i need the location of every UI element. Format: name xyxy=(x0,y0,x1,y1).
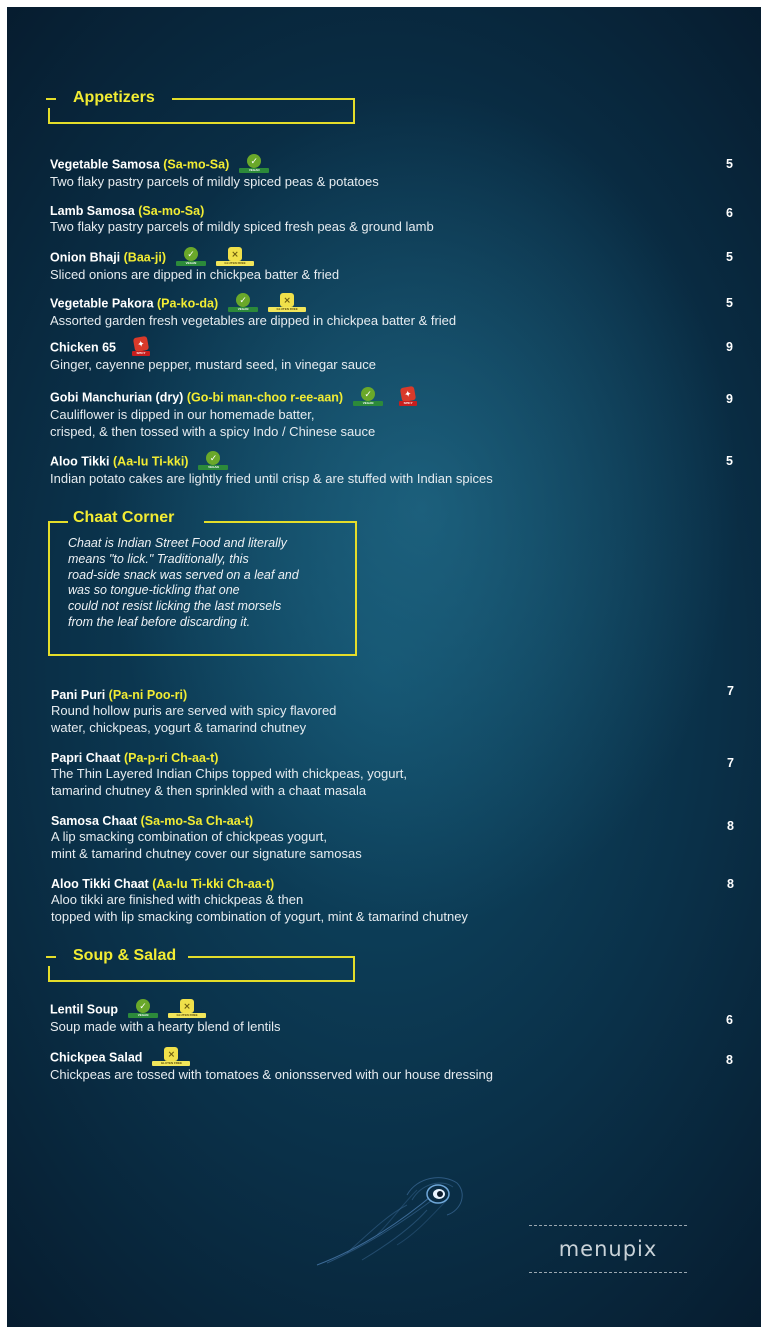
menu-item-gobi-manchurian xyxy=(50,390,750,440)
wheat-crossed-icon: ⨯ xyxy=(180,999,194,1013)
menu-item-chicken-65 xyxy=(50,340,750,373)
item-price: 5 xyxy=(726,296,733,310)
item-phonetic: (Pa-p-ri Ch-aa-t) xyxy=(123,751,219,765)
intro-line: means "to lick." Traditionally, this xyxy=(68,551,249,566)
gluten-free-badge xyxy=(168,1002,206,1018)
soup-salad-title: Soup & Salad xyxy=(73,947,177,964)
badge-label: VEGAN xyxy=(228,307,258,312)
item-price: 5 xyxy=(726,157,733,171)
menu-item-vegetable-samosa xyxy=(50,157,750,190)
vegan-badge xyxy=(128,1002,158,1018)
item-phonetic: (Pa-ni Poo-ri) xyxy=(108,688,188,702)
badge-label: VEGAN xyxy=(198,465,228,470)
badge-label: VEGAN xyxy=(176,261,206,266)
item-description: Ginger, cayenne pepper, mustard seed, in vinegar sauce xyxy=(50,357,376,372)
item-name: Onion Bhaji xyxy=(50,250,121,265)
item-price: 9 xyxy=(726,340,733,354)
chili-icon: ✦ xyxy=(400,386,416,402)
item-description: Two flaky pastry parcels of mildly spiced peas & potatoes xyxy=(50,174,379,189)
gluten-free-badge xyxy=(152,1050,190,1066)
item-description: Sliced onions are dipped in chickpea batter & fried xyxy=(50,267,340,282)
intro-line: Chaat is Indian Street Food and literally xyxy=(68,536,287,550)
item-phonetic: (Aa-lu Ti-kki Ch-aa-t) xyxy=(152,877,275,891)
badge-label: SPICY xyxy=(132,351,150,356)
item-phonetic: (Sa-mo-Sa) xyxy=(138,204,205,218)
item-phonetic: (Pa-ko-da) xyxy=(157,296,219,311)
menu-item-onion-bhaji xyxy=(50,250,750,283)
item-name: Vegetable Samosa xyxy=(50,157,160,172)
peacock-feather-icon xyxy=(307,1165,477,1275)
leaf-icon: ✓ xyxy=(361,387,375,401)
item-name: Gobi Manchurian (dry) xyxy=(50,390,184,405)
badge-label: VEGAN xyxy=(239,168,269,173)
item-name: Aloo Tikki xyxy=(50,454,110,469)
item-name: Pani Puri xyxy=(51,688,106,702)
item-description: Chickpeas are tossed with tomatoes & onionsserved with our house dressing xyxy=(50,1067,493,1082)
item-price: 7 xyxy=(727,684,734,698)
appetizers-header xyxy=(48,89,355,124)
soup-salad-header xyxy=(48,947,355,982)
badge-label: VEGAN xyxy=(128,1013,158,1018)
item-description: mint & tamarind chutney cover our signature samosas xyxy=(51,846,362,861)
menu-item-lamb-samosa xyxy=(50,204,750,235)
vegan-badge xyxy=(239,157,269,173)
gluten-free-badge xyxy=(268,296,306,312)
item-name: Samosa Chaat xyxy=(51,814,138,828)
item-description: water, chickpeas, yogurt & tamarind chutney xyxy=(51,720,307,735)
gluten-free-badge xyxy=(216,250,254,266)
item-price: 9 xyxy=(726,392,733,406)
item-phonetic: (Sa-mo-Sa) xyxy=(163,157,230,172)
menu-item-aloo-tikki xyxy=(50,454,750,487)
item-description: Round hollow puris are served with spicy flavored xyxy=(51,703,337,718)
item-description: topped with lip smacking combination of yogurt, mint & tamarind chutney xyxy=(51,909,468,924)
spicy-badge xyxy=(393,390,423,406)
badge-label: GLUTEN FREE xyxy=(216,261,254,266)
menu-item-aloo-tikki-chaat xyxy=(51,877,751,925)
vegan-badge xyxy=(353,390,383,406)
badge-label: GLUTEN FREE xyxy=(152,1061,190,1066)
chaat-corner-title: Chaat Corner xyxy=(73,509,175,526)
badge-label: GLUTEN FREE xyxy=(268,307,306,312)
item-name: Aloo Tikki Chaat xyxy=(51,877,149,891)
leaf-icon: ✓ xyxy=(236,293,250,307)
menu-item-vegetable-pakora xyxy=(50,296,750,329)
appetizers-title: Appetizers xyxy=(73,89,155,106)
intro-line: could not resist licking the last morsels xyxy=(68,599,282,614)
item-price: 5 xyxy=(726,250,733,264)
leaf-icon: ✓ xyxy=(247,154,261,168)
vegan-badge xyxy=(198,454,228,470)
badge-label: GLUTEN FREE xyxy=(168,1013,206,1018)
item-description: The Thin Layered Indian Chips topped with chickpeas, yogurt, xyxy=(51,766,408,781)
item-description: Aloo tikki are finished with chickpeas & then xyxy=(51,892,304,907)
vegan-badge xyxy=(228,296,258,312)
item-description: tamarind chutney & then sprinkled with a chaat masala xyxy=(51,783,367,798)
item-price: 7 xyxy=(727,756,734,770)
item-price: 5 xyxy=(726,454,733,468)
item-phonetic: (Aa-lu Ti-kki) xyxy=(113,454,189,469)
item-name: Chickpea Salad xyxy=(50,1050,143,1065)
chili-icon: ✦ xyxy=(133,336,149,352)
item-phonetic: (Go-bi man-choo r-ee-aan) xyxy=(186,390,344,405)
wheat-crossed-icon: ⨯ xyxy=(280,293,294,307)
wheat-crossed-icon: ⨯ xyxy=(228,247,242,261)
item-name: Vegetable Pakora xyxy=(50,296,154,311)
chaat-corner-intro xyxy=(68,536,348,631)
item-description: A lip smacking combination of chickpeas yogurt, xyxy=(51,829,328,844)
badge-label: VEGAN xyxy=(353,401,383,406)
menu-board xyxy=(7,7,761,1327)
leaf-icon: ✓ xyxy=(136,999,150,1013)
vegan-badge xyxy=(176,250,206,266)
item-name: Papri Chaat xyxy=(51,751,121,765)
leaf-icon: ✓ xyxy=(184,247,198,261)
item-name: Lamb Samosa xyxy=(50,204,135,218)
item-name: Lentil Soup xyxy=(50,1002,119,1017)
menu-item-chickpea-salad xyxy=(50,1050,750,1083)
spicy-badge xyxy=(126,340,156,356)
item-phonetic: (Baa-ji) xyxy=(123,250,166,265)
menu-item-pani-puri xyxy=(51,684,751,736)
menu-item-samosa-chaat xyxy=(51,814,751,862)
menupix-watermark: menupix xyxy=(529,1225,687,1273)
item-description: Cauliflower is dipped in our homemade batter, xyxy=(50,407,315,422)
item-description: Two flaky pastry parcels of mildly spiced fresh peas & ground lamb xyxy=(50,219,434,234)
item-description: Assorted garden fresh vegetables are dipped in chickpea batter & fried xyxy=(50,313,457,328)
intro-line: from the leaf before discarding it. xyxy=(68,614,251,629)
item-price: 8 xyxy=(727,877,734,891)
item-price: 8 xyxy=(726,1053,733,1067)
item-price: 6 xyxy=(726,206,733,220)
item-description: Indian potato cakes are lightly fried until crisp & are stuffed with Indian spices xyxy=(50,471,493,486)
item-name: Chicken 65 xyxy=(50,340,117,355)
badge-label: SPICY xyxy=(399,401,417,406)
menu-item-papri-chaat xyxy=(51,751,751,799)
item-price: 8 xyxy=(727,819,734,833)
item-price: 6 xyxy=(726,1013,733,1027)
intro-line: road-side snack was served on a leaf and xyxy=(68,567,299,582)
wheat-crossed-icon: ⨯ xyxy=(164,1047,178,1061)
leaf-icon: ✓ xyxy=(206,451,220,465)
intro-line: was so tongue-tickling that one xyxy=(68,583,240,598)
item-description: Soup made with a hearty blend of lentils xyxy=(50,1019,281,1034)
item-phonetic: (Sa-mo-Sa Ch-aa-t) xyxy=(140,814,254,828)
item-description: crisped, & then tossed with a spicy Indo / Chinese sauce xyxy=(50,424,376,439)
menu-item-lentil-soup xyxy=(50,1002,750,1035)
